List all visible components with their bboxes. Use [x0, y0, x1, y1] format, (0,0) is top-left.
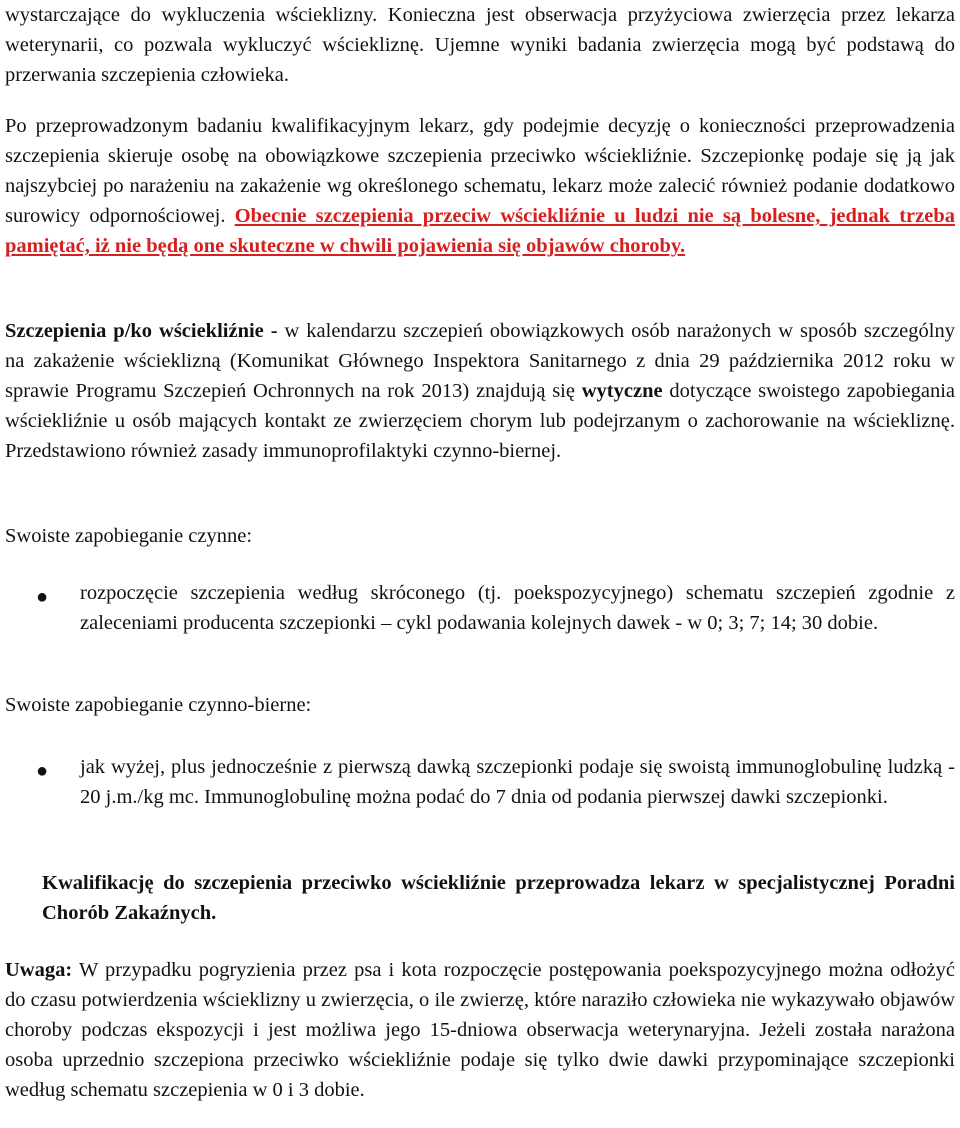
bullet-passive-text: jak wyżej, plus jednocześnie z pierwszą dawką szczepionki podaje się swoistą immunoglobulinę ludzką - 20 j.m./kg mc. Immunoglobulinę można podać do 7 dnia od podania pierwszej dawki szczepionki.	[80, 756, 955, 808]
note-label: Uwaga:	[5, 959, 73, 981]
calendar-lead: Szczepienia p/ko wściekliźnie -	[5, 320, 278, 342]
bullet-active	[36, 578, 955, 638]
calendar-text-1: w kalendarzu szczepień obowiązkowych osób narażonych w sposób szczególny na zakażenie wścieklizną (Komunikat Głównego Inspektora Sanitarnego z dnia 29 października 2012 roku w sprawie Programu Szczepień Ochronnych na rok 2013) znajdują się	[5, 320, 955, 402]
bullet-dot: ●	[36, 586, 49, 608]
bullet-passive	[36, 752, 955, 812]
qualification-paragraph	[42, 868, 955, 928]
heading-active-prevention: Swoiste zapobieganie czynne:	[5, 525, 253, 547]
bullet-active-text: rozpoczęcie szczepienia według skróconego (tj. poekspozycyjnego) schematu szczepień zgodnie z zaleceniami producenta szczepionki – cykl podawania kolejnych dawek - w 0; 3; 7; 14; 30 dobie.	[80, 582, 955, 634]
calendar-text-2: dotyczące swoistego zapobiegania wściekliźnie u osób mających kontakt ze zwierzęciem chorym lub podejrzanym o zachorowanie na wściekliznę. Przedstawiono również zasady immunoprofilaktyki czynno-biernej.	[5, 380, 956, 462]
paragraph-calendar	[5, 316, 955, 466]
guidelines-term: wytyczne	[581, 380, 663, 402]
paragraph-vaccination-procedure	[5, 111, 955, 261]
procedure-text: Po przeprowadzonym badaniu kwalifikacyjnym lekarz, gdy podejmie decyzję o konieczności przeprowadzenia szczepienia skieruje osobę na obowiązkowe szczepienia przeciwko wściekliźnie. Szczepionkę podaje się ją jak najszybciej po narażeniu na zakażenie wg określonego schematu, lekarz może zalecić również podanie dodatkowo surowicy odpornościowej.	[5, 115, 955, 227]
paragraph-observation	[5, 0, 955, 90]
note-text: W przypadku pogryzienia przez psa i kota rozpoczęcie postępowania poekspozycyjnego można odłożyć do czasu potwierdzenia wścieklizny u zwierzęcia, o ile zwierzę, które naraziło człowieka nie wykazywało objawów choroby podczas ekspozycji i jest możliwa jego 15-dniowa obserwacja weterynaryjna. Jeżeli została narażona osoba uprzednio szczepiona przeciwko wściekliźnie podaje się tylko dwie dawki przypominające szczepionki według schematu szczepienia w 0 i 3 dobie.	[5, 959, 955, 1101]
bullet-dot: ●	[36, 760, 49, 782]
paragraph-observation-text: wystarczające do wykluczenia wścieklizny. Konieczna jest obserwacja przyżyciowa zwierzęcia przez lekarza weterynarii, co pozwala wykluczyć wściekliznę. Ujemne wyniki badania zwierzęcia mogą być podstawą do przerwania szczepienia człowieka.	[5, 4, 955, 86]
heading-passive-prevention: Swoiste zapobieganie czynno-bierne:	[5, 694, 312, 716]
note-paragraph	[5, 955, 955, 1105]
qualification-text: Kwalifikację do szczepienia przeciwko wściekliźnie przeprowadza lekarz w specjalistycznej Poradni Chorób Zakaźnych.	[42, 872, 955, 924]
painless-vaccination-warning: Obecnie szczepienia przeciw wściekliźnie u ludzi nie są bolesne, jednak trzeba pamiętać, iż nie będą one skuteczne w chwili pojawienia się objawów choroby.	[5, 205, 955, 257]
